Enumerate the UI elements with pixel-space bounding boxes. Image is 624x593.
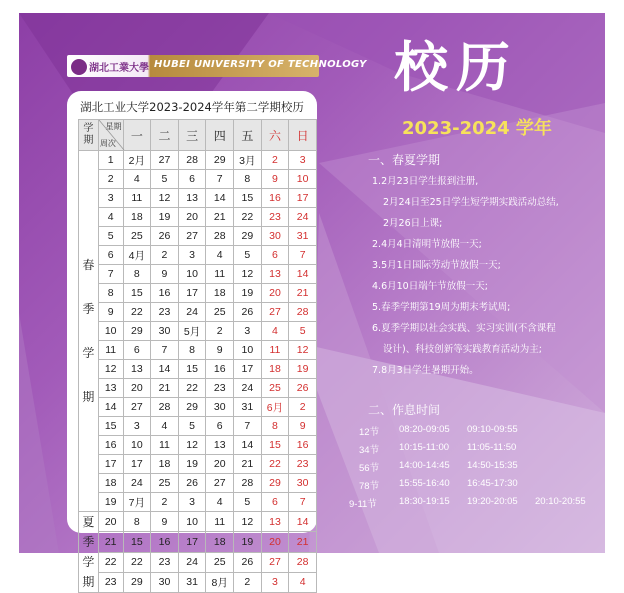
date-cell: 21 xyxy=(234,455,262,474)
calendar-week-row xyxy=(79,493,317,512)
date-cell: 28 xyxy=(178,151,206,170)
period-time: 11:05-11:50 xyxy=(467,442,517,453)
date-cell: 6 xyxy=(261,493,289,512)
period-time: 10:15-11:00 xyxy=(399,442,450,453)
date-cell: 18 xyxy=(261,360,289,379)
calendar-header-row xyxy=(79,120,317,151)
date-cell: 26 xyxy=(289,379,317,398)
calendar-week-row xyxy=(79,532,317,552)
date-cell: 4 xyxy=(206,493,234,512)
calendar-week-row xyxy=(79,379,317,398)
date-cell: 13 xyxy=(178,189,206,208)
week-header xyxy=(98,120,123,151)
week-number-cell: 17 xyxy=(98,455,123,474)
period-time: 09:10-09:55 xyxy=(467,424,518,435)
date-cell: 27 xyxy=(261,303,289,322)
notice-item: 4.6月10日端午节放假一天; xyxy=(372,281,488,292)
date-cell: 16 xyxy=(289,436,317,455)
date-cell: 4 xyxy=(123,170,151,189)
date-cell: 10 xyxy=(178,512,206,532)
university-emblem-icon xyxy=(70,58,88,76)
period-time: 16:45-17:30 xyxy=(467,478,518,489)
date-cell: 18 xyxy=(123,208,151,227)
date-cell: 17 xyxy=(234,360,262,379)
day-header: 四 xyxy=(206,120,234,151)
date-cell: 18 xyxy=(206,532,234,552)
week-number-cell: 7 xyxy=(98,265,123,284)
calendar-week-row xyxy=(79,151,317,170)
date-cell: 31 xyxy=(234,398,262,417)
date-cell: 12 xyxy=(234,265,262,284)
calendar-week-row xyxy=(79,265,317,284)
calendar-week-row xyxy=(79,512,317,532)
day-header: 一 xyxy=(123,120,151,151)
week-number-cell: 2 xyxy=(98,170,123,189)
date-cell: 5月 xyxy=(178,322,206,341)
date-cell: 23 xyxy=(289,455,317,474)
date-cell: 27 xyxy=(261,552,289,572)
notice-item: 2月26日上课; xyxy=(383,218,443,229)
week-number-cell: 14 xyxy=(98,398,123,417)
date-cell: 20 xyxy=(261,284,289,303)
date-cell: 14 xyxy=(234,436,262,455)
date-cell: 8 xyxy=(234,170,262,189)
notice-item: 设计)、科技创新等实践教育活动为主; xyxy=(383,344,542,355)
week-number-cell: 12 xyxy=(98,360,123,379)
date-cell: 14 xyxy=(206,189,234,208)
date-cell: 7 xyxy=(151,341,179,360)
calendar-poster xyxy=(19,13,605,589)
calendar-week-row xyxy=(79,303,317,322)
date-cell: 10 xyxy=(234,341,262,360)
date-cell: 6 xyxy=(261,246,289,265)
week-number-cell: 9 xyxy=(98,303,123,322)
week-number-header-label: 周次 xyxy=(99,139,116,148)
date-cell: 4 xyxy=(151,417,179,436)
week-number-cell: 4 xyxy=(98,208,123,227)
date-cell: 2 xyxy=(151,493,179,512)
date-cell: 30 xyxy=(151,572,179,592)
calendar-week-row xyxy=(79,398,317,417)
week-number-cell: 19 xyxy=(98,493,123,512)
section-title-spring-summer: 一、春夏学期 xyxy=(368,153,441,167)
date-cell: 15 xyxy=(123,284,151,303)
semester-label-summer: 夏 季 学 期 xyxy=(79,512,99,593)
date-cell: 4月 xyxy=(123,246,151,265)
week-number-cell: 16 xyxy=(98,436,123,455)
date-cell: 28 xyxy=(206,227,234,246)
date-cell: 17 xyxy=(123,455,151,474)
date-cell: 11 xyxy=(123,189,151,208)
date-cell: 2 xyxy=(289,398,317,417)
period-time: 18:30-19:15 xyxy=(399,496,450,507)
logo-chinese-name: 湖北工業大學 xyxy=(89,63,149,74)
date-cell: 9 xyxy=(151,512,179,532)
date-cell: 19 xyxy=(234,284,262,303)
date-cell: 22 xyxy=(178,379,206,398)
date-cell: 6月 xyxy=(261,398,289,417)
academic-year: 2023-2024 学年 xyxy=(402,118,552,139)
date-cell: 17 xyxy=(289,189,317,208)
date-cell: 15 xyxy=(178,360,206,379)
calendar-week-row xyxy=(79,322,317,341)
date-cell: 22 xyxy=(234,208,262,227)
period-label: 34节 xyxy=(359,445,380,456)
notice-item: 6.夏季学期以社会实践、实习实训(不含课程 xyxy=(372,323,556,334)
date-cell: 29 xyxy=(234,227,262,246)
date-cell: 26 xyxy=(151,227,179,246)
date-cell: 25 xyxy=(206,552,234,572)
date-cell: 2 xyxy=(234,572,262,592)
date-cell: 15 xyxy=(261,436,289,455)
notice-item: 2月24日至25日学生短学期实践活动总结, xyxy=(383,197,559,208)
week-number-cell: 22 xyxy=(98,552,123,572)
date-cell: 11 xyxy=(206,265,234,284)
period-time: 19:20-20:05 xyxy=(467,496,518,507)
date-cell: 2月 xyxy=(123,151,151,170)
week-number-cell: 18 xyxy=(98,474,123,493)
date-cell: 20 xyxy=(206,455,234,474)
week-number-cell: 8 xyxy=(98,284,123,303)
semester-header: 学期 xyxy=(79,120,99,151)
date-cell: 24 xyxy=(178,303,206,322)
date-cell: 21 xyxy=(151,379,179,398)
date-cell: 30 xyxy=(261,227,289,246)
date-cell: 21 xyxy=(206,208,234,227)
date-cell: 24 xyxy=(289,208,317,227)
date-cell: 29 xyxy=(206,151,234,170)
date-cell: 9 xyxy=(289,417,317,436)
notice-item: 1.2月23日学生报到注册, xyxy=(372,176,479,187)
date-cell: 20 xyxy=(261,532,289,552)
calendar-week-row xyxy=(79,341,317,360)
period-time: 15:55-16:40 xyxy=(399,478,450,489)
calendar-body xyxy=(79,120,317,593)
date-cell: 4 xyxy=(289,572,317,592)
date-cell: 12 xyxy=(234,512,262,532)
date-cell: 7 xyxy=(234,417,262,436)
week-number-cell: 5 xyxy=(98,227,123,246)
notice-item: 2.4月4日清明节放假一天; xyxy=(372,239,482,250)
date-cell: 24 xyxy=(123,474,151,493)
date-cell: 9 xyxy=(206,341,234,360)
date-cell: 5 xyxy=(178,417,206,436)
date-cell: 3月 xyxy=(234,151,262,170)
date-cell: 21 xyxy=(289,532,317,552)
date-cell: 26 xyxy=(178,474,206,493)
date-cell: 15 xyxy=(123,532,151,552)
section-title-schedule: 二、作息时间 xyxy=(368,403,441,417)
date-cell: 11 xyxy=(206,512,234,532)
date-cell: 12 xyxy=(289,341,317,360)
date-cell: 3 xyxy=(178,246,206,265)
day-header-saturday: 六 xyxy=(261,120,289,151)
date-cell: 8 xyxy=(123,512,151,532)
week-number-cell: 11 xyxy=(98,341,123,360)
date-cell: 16 xyxy=(261,189,289,208)
date-cell: 24 xyxy=(234,379,262,398)
date-cell: 20 xyxy=(123,379,151,398)
week-number-cell: 6 xyxy=(98,246,123,265)
date-cell: 3 xyxy=(289,151,317,170)
date-cell: 30 xyxy=(151,322,179,341)
date-cell: 16 xyxy=(151,532,179,552)
date-cell: 17 xyxy=(178,284,206,303)
period-time: 08:20-09:05 xyxy=(399,424,450,435)
date-cell: 25 xyxy=(261,379,289,398)
logo-english-name: HUBEI UNIVERSITY OF TECHNOLOGY xyxy=(154,59,367,70)
semester-label-spring: 春 季 学 期 xyxy=(79,151,99,512)
day-header-sunday: 日 xyxy=(289,120,317,151)
date-cell: 22 xyxy=(123,552,151,572)
period-label: 56节 xyxy=(359,463,380,474)
date-cell: 23 xyxy=(151,552,179,572)
date-cell: 13 xyxy=(261,512,289,532)
date-cell: 19 xyxy=(151,208,179,227)
date-cell: 26 xyxy=(234,552,262,572)
calendar-week-row xyxy=(79,284,317,303)
date-cell: 3 xyxy=(123,417,151,436)
week-number-cell: 15 xyxy=(98,417,123,436)
date-cell: 16 xyxy=(151,284,179,303)
date-cell: 5 xyxy=(234,493,262,512)
date-cell: 12 xyxy=(178,436,206,455)
date-cell: 10 xyxy=(289,170,317,189)
date-cell: 31 xyxy=(178,572,206,592)
calendar-week-row xyxy=(79,189,317,208)
date-cell: 14 xyxy=(289,512,317,532)
calendar-title: 湖北工业大学2023-2024学年第二学期校历 xyxy=(80,100,304,114)
date-cell: 22 xyxy=(123,303,151,322)
date-cell: 6 xyxy=(178,170,206,189)
date-cell: 4 xyxy=(261,322,289,341)
date-cell: 28 xyxy=(151,398,179,417)
day-header: 五 xyxy=(234,120,262,151)
date-cell: 29 xyxy=(178,398,206,417)
date-cell: 27 xyxy=(206,474,234,493)
date-cell: 14 xyxy=(289,265,317,284)
date-cell: 30 xyxy=(289,474,317,493)
calendar-week-row xyxy=(79,246,317,265)
date-cell: 8月 xyxy=(206,572,234,592)
date-cell: 5 xyxy=(234,246,262,265)
date-cell: 13 xyxy=(123,360,151,379)
week-number-cell: 1 xyxy=(98,151,123,170)
week-number-cell: 21 xyxy=(98,532,123,552)
date-cell: 19 xyxy=(289,360,317,379)
date-cell: 25 xyxy=(123,227,151,246)
page-title: 校历 xyxy=(394,36,518,99)
week-number-cell: 10 xyxy=(98,322,123,341)
date-cell: 20 xyxy=(178,208,206,227)
date-cell: 15 xyxy=(234,189,262,208)
notice-item: 3.5月1日国际劳动节放假一天; xyxy=(372,260,501,271)
date-cell: 23 xyxy=(151,303,179,322)
date-cell: 8 xyxy=(123,265,151,284)
date-cell: 27 xyxy=(123,398,151,417)
calendar-week-row xyxy=(79,455,317,474)
date-cell: 4 xyxy=(206,246,234,265)
calendar-week-row xyxy=(79,436,317,455)
calendar-week-row xyxy=(79,208,317,227)
date-cell: 18 xyxy=(151,455,179,474)
date-cell: 19 xyxy=(234,532,262,552)
date-cell: 28 xyxy=(234,474,262,493)
period-label: 9-11节 xyxy=(349,499,377,510)
date-cell: 11 xyxy=(261,341,289,360)
date-cell: 12 xyxy=(151,189,179,208)
date-cell: 10 xyxy=(123,436,151,455)
date-cell: 27 xyxy=(178,227,206,246)
date-cell: 13 xyxy=(261,265,289,284)
date-cell: 21 xyxy=(289,284,317,303)
period-label: 12节 xyxy=(359,427,380,438)
date-cell: 23 xyxy=(261,208,289,227)
date-cell: 3 xyxy=(261,572,289,592)
date-cell: 26 xyxy=(234,303,262,322)
date-cell: 19 xyxy=(178,455,206,474)
date-cell: 16 xyxy=(206,360,234,379)
calendar-week-row xyxy=(79,572,317,592)
date-cell: 2 xyxy=(261,151,289,170)
calendar-week-row xyxy=(79,227,317,246)
date-cell: 5 xyxy=(151,170,179,189)
calendar-week-row xyxy=(79,552,317,572)
date-cell: 7月 xyxy=(123,493,151,512)
date-cell: 11 xyxy=(151,436,179,455)
calendar-week-row xyxy=(79,417,317,436)
date-cell: 6 xyxy=(206,417,234,436)
date-cell: 9 xyxy=(151,265,179,284)
date-cell: 29 xyxy=(261,474,289,493)
date-cell: 8 xyxy=(178,341,206,360)
date-cell: 30 xyxy=(206,398,234,417)
week-number-cell: 20 xyxy=(98,512,123,532)
date-cell: 25 xyxy=(151,474,179,493)
notice-item: 7.8月3日学生暑期开始。 xyxy=(372,365,479,376)
day-header: 三 xyxy=(178,120,206,151)
date-cell: 7 xyxy=(289,246,317,265)
calendar-week-row xyxy=(79,474,317,493)
period-label: 78节 xyxy=(359,481,380,492)
weekday-header-label: 星期 xyxy=(105,122,122,131)
date-cell: 7 xyxy=(289,493,317,512)
date-cell: 23 xyxy=(206,379,234,398)
date-cell: 14 xyxy=(151,360,179,379)
date-cell: 13 xyxy=(206,436,234,455)
calendar-week-row xyxy=(79,360,317,379)
week-number-cell: 13 xyxy=(98,379,123,398)
date-cell: 31 xyxy=(289,227,317,246)
period-time: 14:00-14:45 xyxy=(399,460,450,471)
date-cell: 28 xyxy=(289,303,317,322)
notice-item: 5.春季学期第19周为期末考试周; xyxy=(372,302,511,313)
date-cell: 18 xyxy=(206,284,234,303)
date-cell: 25 xyxy=(206,303,234,322)
period-time: 20:10-20:55 xyxy=(535,496,586,507)
day-header: 二 xyxy=(151,120,179,151)
date-cell: 6 xyxy=(123,341,151,360)
date-cell: 29 xyxy=(123,322,151,341)
date-cell: 27 xyxy=(151,151,179,170)
date-cell: 7 xyxy=(206,170,234,189)
date-cell: 8 xyxy=(261,417,289,436)
date-cell: 3 xyxy=(234,322,262,341)
date-cell: 2 xyxy=(151,246,179,265)
date-cell: 29 xyxy=(123,572,151,592)
calendar-card xyxy=(67,91,317,589)
date-cell: 9 xyxy=(261,170,289,189)
date-cell: 10 xyxy=(178,265,206,284)
week-number-cell: 3 xyxy=(98,189,123,208)
week-number-cell: 23 xyxy=(98,572,123,592)
date-cell: 5 xyxy=(289,322,317,341)
calendar-table xyxy=(78,119,317,593)
date-cell: 17 xyxy=(178,532,206,552)
date-cell: 24 xyxy=(178,552,206,572)
date-cell: 2 xyxy=(206,322,234,341)
calendar-week-row xyxy=(79,170,317,189)
date-cell: 3 xyxy=(178,493,206,512)
date-cell: 22 xyxy=(261,455,289,474)
period-time: 14:50-15:35 xyxy=(467,460,518,471)
date-cell: 28 xyxy=(289,552,317,572)
